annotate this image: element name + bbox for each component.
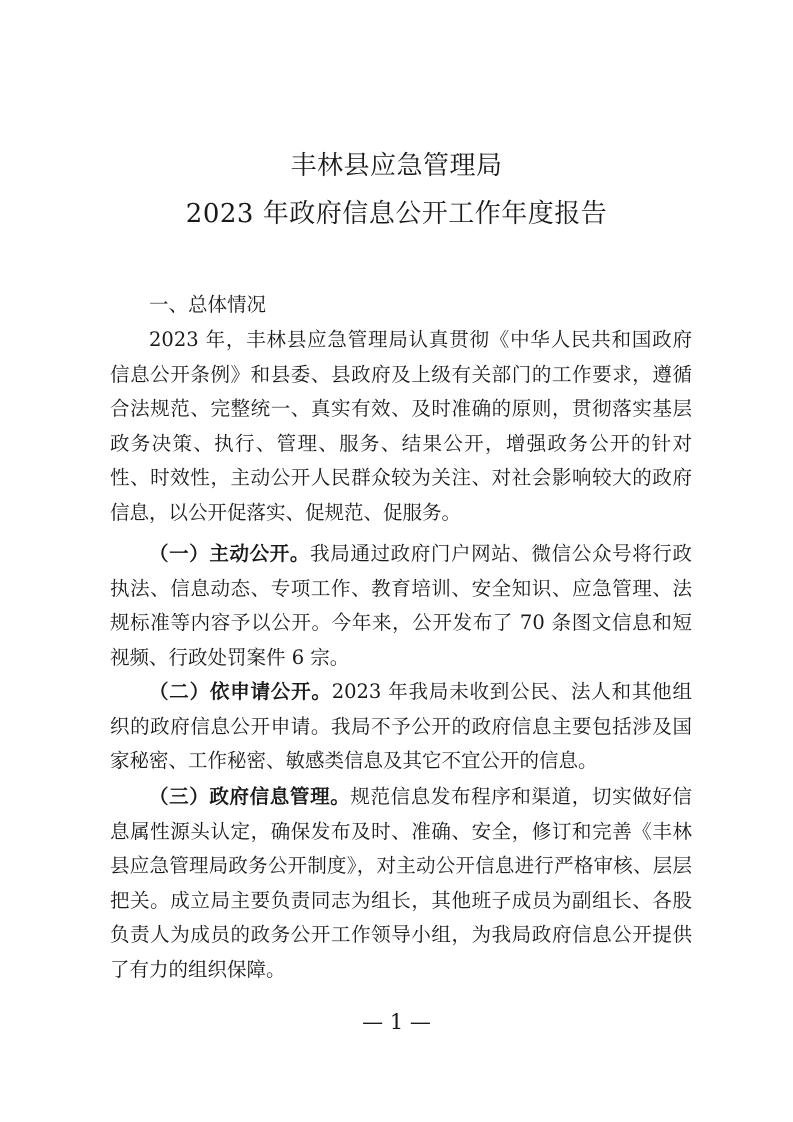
section-heading-overview: 一、总体情况 xyxy=(149,293,267,316)
paragraph-lead-request: （二）依申请公开。 xyxy=(149,680,332,703)
paragraph-lead-proactive: （一）主动公开。 xyxy=(149,542,311,565)
paragraph-text-management: 规范信息发布程序和渠道，切实做好信息属性源头认定，确保发布及时、准确、安全，修订和完善《丰林县应急管理局政务公开制度》，对主动公开信息进行严格审核、层层把关。成立局主要负责同志为组长，其他班子成员为副组长、各股负责人为成员的政务公开工作领导小组，为我局政府信息公开提供了有力的组织保障。 xyxy=(110,785,692,981)
paragraph-proactive-disclosure xyxy=(110,537,692,675)
paragraph-text-proactive: 我局通过政府门户网站、微信公众号将行政执法、信息动态、专项工作、教育培训、安全知识、应急管理、法规标准等内容予以公开。今年来，公开发布了 70 条图文信息和短视频、行政处罚案件 6 宗。 xyxy=(110,542,692,669)
paragraph-overview: 2023 年，丰林县应急管理局认真贯彻《中华人民共和国政府信息公开条例》和县委、县政府及上级有关部门的工作要求，遵循合法规范、完整统一、真实有效、及时准确的原则，贯彻落实基层政务决策、执行、管理、服务、结果公开，增强政务公开的针对性、时效性，主动公开人民群众较为关注、对社会影响较大的政府信息，以公开促落实、促规范、促服务。 xyxy=(110,328,692,524)
paragraph-request-disclosure xyxy=(110,675,692,779)
paragraph-lead-management: （三）政府信息管理。 xyxy=(149,785,351,808)
document-title-agency: 丰林县应急管理局 xyxy=(290,151,503,181)
paragraph-text-request: 2023 年我局未收到公民、法人和其他组织的政府信息公开申请。我局不予公开的政府信息主要包括涉及国家秘密、工作秘密、敏感类信息及其它不宜公开的信息。 xyxy=(110,680,692,772)
document-title-report: 2023 年政府信息公开工作年度报告 xyxy=(185,199,608,229)
page-number: — 1 — xyxy=(362,1010,431,1034)
paragraph-info-management xyxy=(110,780,692,987)
